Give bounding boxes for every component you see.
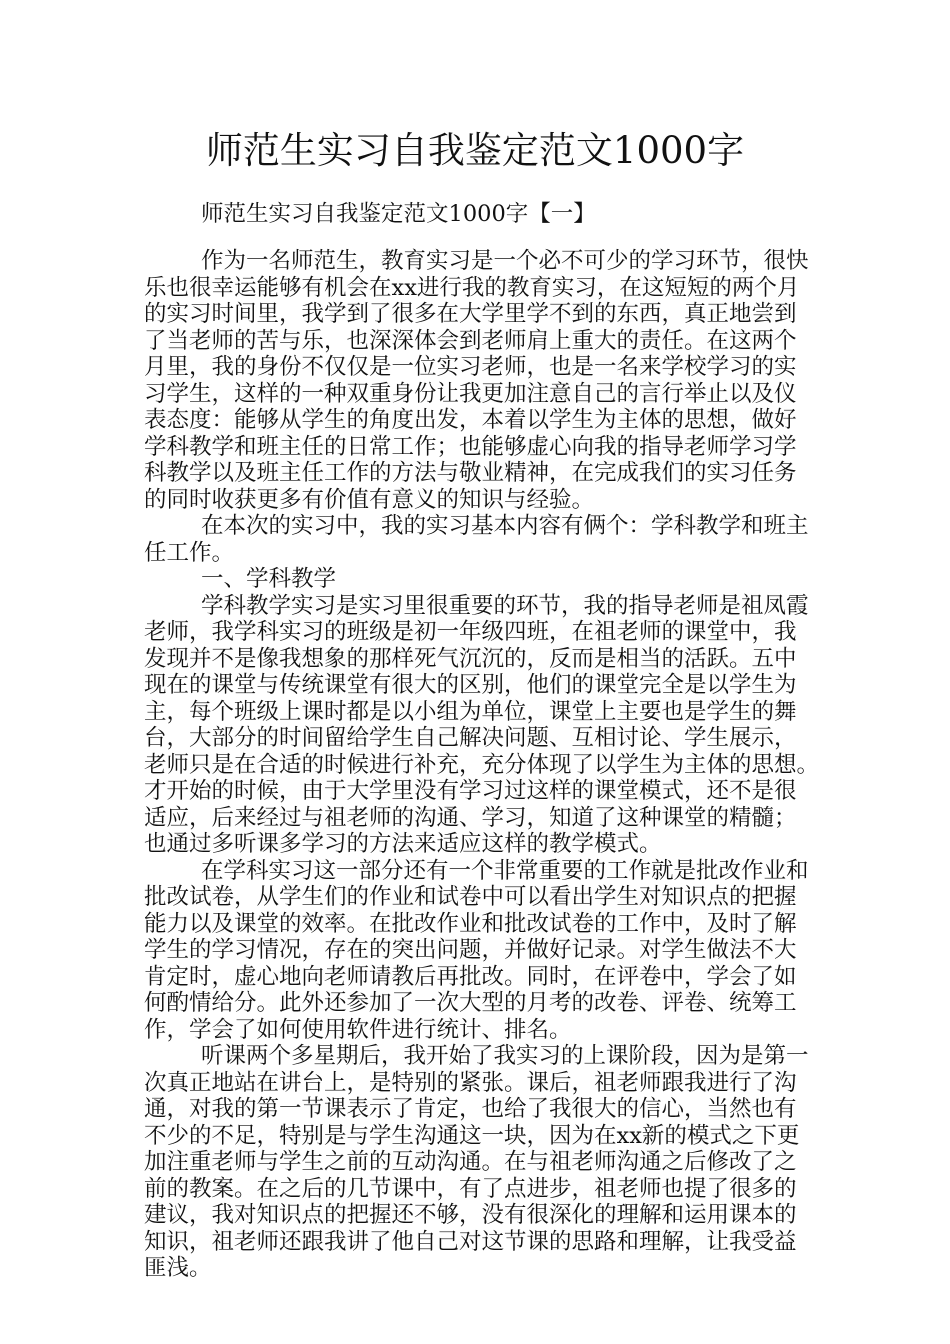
subsection-heading: 一、学科教学 bbox=[201, 566, 337, 592]
body-line: 批改试卷，从学生们的作业和试卷中可以看出学生对知识点的把握 bbox=[144, 884, 797, 910]
body-line: 在本次的实习中，我的实习基本内容有俩个：学科教学和班主 bbox=[201, 513, 809, 539]
body-line: 的同时收获更多有价值有意义的知识与经验。 bbox=[144, 486, 595, 513]
body-line: 了当老师的苦与乐，也深深体会到老师肩上重大的责任。在这两个 bbox=[144, 327, 797, 354]
body-line: 学生的学习情况，存在的突出问题，并做好记录。对学生做法不大 bbox=[144, 937, 797, 963]
body-line: 主，每个班级上课时都是以小组为单位，课堂上主要也是学生的舞 bbox=[144, 698, 797, 725]
body-line: 学科教学实习是实习里很重要的环节，我的指导老师是祖凤霞 bbox=[201, 592, 809, 619]
body-line: 通，对我的第一节课表示了肯定，也给了我很大的信心，当然也有 bbox=[144, 1096, 797, 1122]
body-line: 不少的不足，特别是与学生沟通这一块，因为在xx新的模式之下更 bbox=[144, 1122, 800, 1149]
body-line: 表态度：能够从学生的角度出发，本着以学生为主体的思想，做好 bbox=[144, 407, 797, 433]
body-line: 发现并不是像我想象的那样死气沉沉的，反而是相当的活跃。五中 bbox=[144, 645, 797, 672]
body-line: 乐也很幸运能够有机会在xx进行我的教育实习，在这短短的两个月 bbox=[144, 274, 800, 301]
body-line: 作，学会了如何使用软件进行统计、排名。 bbox=[144, 1016, 572, 1043]
document-title: 师范生实习自我鉴定范文1000字 bbox=[205, 129, 745, 172]
body-line: 月里，我的身份不仅仅是一位实习老师，也是一名来学校学习的实 bbox=[144, 354, 797, 380]
body-line: 建议，我对知识点的把握还不够，没有很深化的理解和运用课本的 bbox=[144, 1202, 797, 1228]
body-line: 能力以及课堂的效率。在批改作业和批改试卷的工作中，及时了解 bbox=[144, 910, 797, 937]
body-line: 的实习时间里，我学到了很多在大学里学不到的东西，真正地尝到 bbox=[144, 301, 797, 327]
body-line: 何酌情给分。此外还参加了一次大型的月考的改卷、评卷、统筹工 bbox=[144, 990, 797, 1016]
section-heading: 师范生实习自我鉴定范文1000字【一】 bbox=[201, 201, 596, 227]
body-line: 加注重老师与学生之前的互动沟通。在与祖老师沟通之后修改了之 bbox=[144, 1149, 797, 1175]
body-line: 老师只是在合适的时候进行补充，充分体现了以学生为主体的思想。 bbox=[144, 751, 820, 778]
body-line: 任工作。 bbox=[144, 539, 235, 566]
body-line: 听课两个多星期后，我开始了我实习的上课阶段，因为是第一 bbox=[201, 1043, 809, 1069]
body-line: 在学科实习这一部分还有一个非常重要的工作就是批改作业和 bbox=[201, 857, 809, 884]
body-line: 适应，后来经过与祖老师的沟通、学习，知道了这种课堂的精髓； bbox=[144, 804, 797, 831]
body-line: 学科教学和班主任的日常工作；也能够虚心向我的指导老师学习学 bbox=[144, 433, 797, 460]
body-line: 习学生，这样的一种双重身份让我更加注意自己的言行举止以及仪 bbox=[144, 380, 797, 407]
body-line: 匪浅。 bbox=[144, 1255, 212, 1281]
body-line: 才开始的时候，由于大学里没有学习过这样的课堂模式，还不是很 bbox=[144, 778, 797, 804]
body-line: 现在的课堂与传统课堂有很大的区别，他们的课堂完全是以学生为 bbox=[144, 672, 797, 698]
body-line: 台，大部分的时间留给学生自己解决问题、互相讨论、学生展示， bbox=[144, 725, 797, 751]
body-line: 老师，我学科实习的班级是初一年级四班，在祖老师的课堂中，我 bbox=[144, 619, 797, 645]
document-body bbox=[144, 248, 820, 1282]
body-line: 前的教案。在之后的几节课中，有了点进步，祖老师也提了很多的 bbox=[144, 1175, 797, 1202]
body-line: 次真正地站在讲台上，是特别的紧张。课后，祖老师跟我进行了沟 bbox=[144, 1069, 797, 1096]
body-line: 作为一名师范生，教育实习是一个必不可少的学习环节，很快 bbox=[201, 248, 809, 274]
body-line: 知识，祖老师还跟我讲了他自己对这节课的思路和理解，让我受益 bbox=[144, 1228, 797, 1255]
body-line: 肯定时，虚心地向老师请教后再批改。同时，在评卷中，学会了如 bbox=[144, 963, 797, 990]
body-line: 也通过多听课多学习的方法来适应这样的教学模式。 bbox=[144, 831, 662, 857]
body-line: 科教学以及班主任工作的方法与敬业精神，在完成我们的实习任务 bbox=[144, 460, 797, 486]
